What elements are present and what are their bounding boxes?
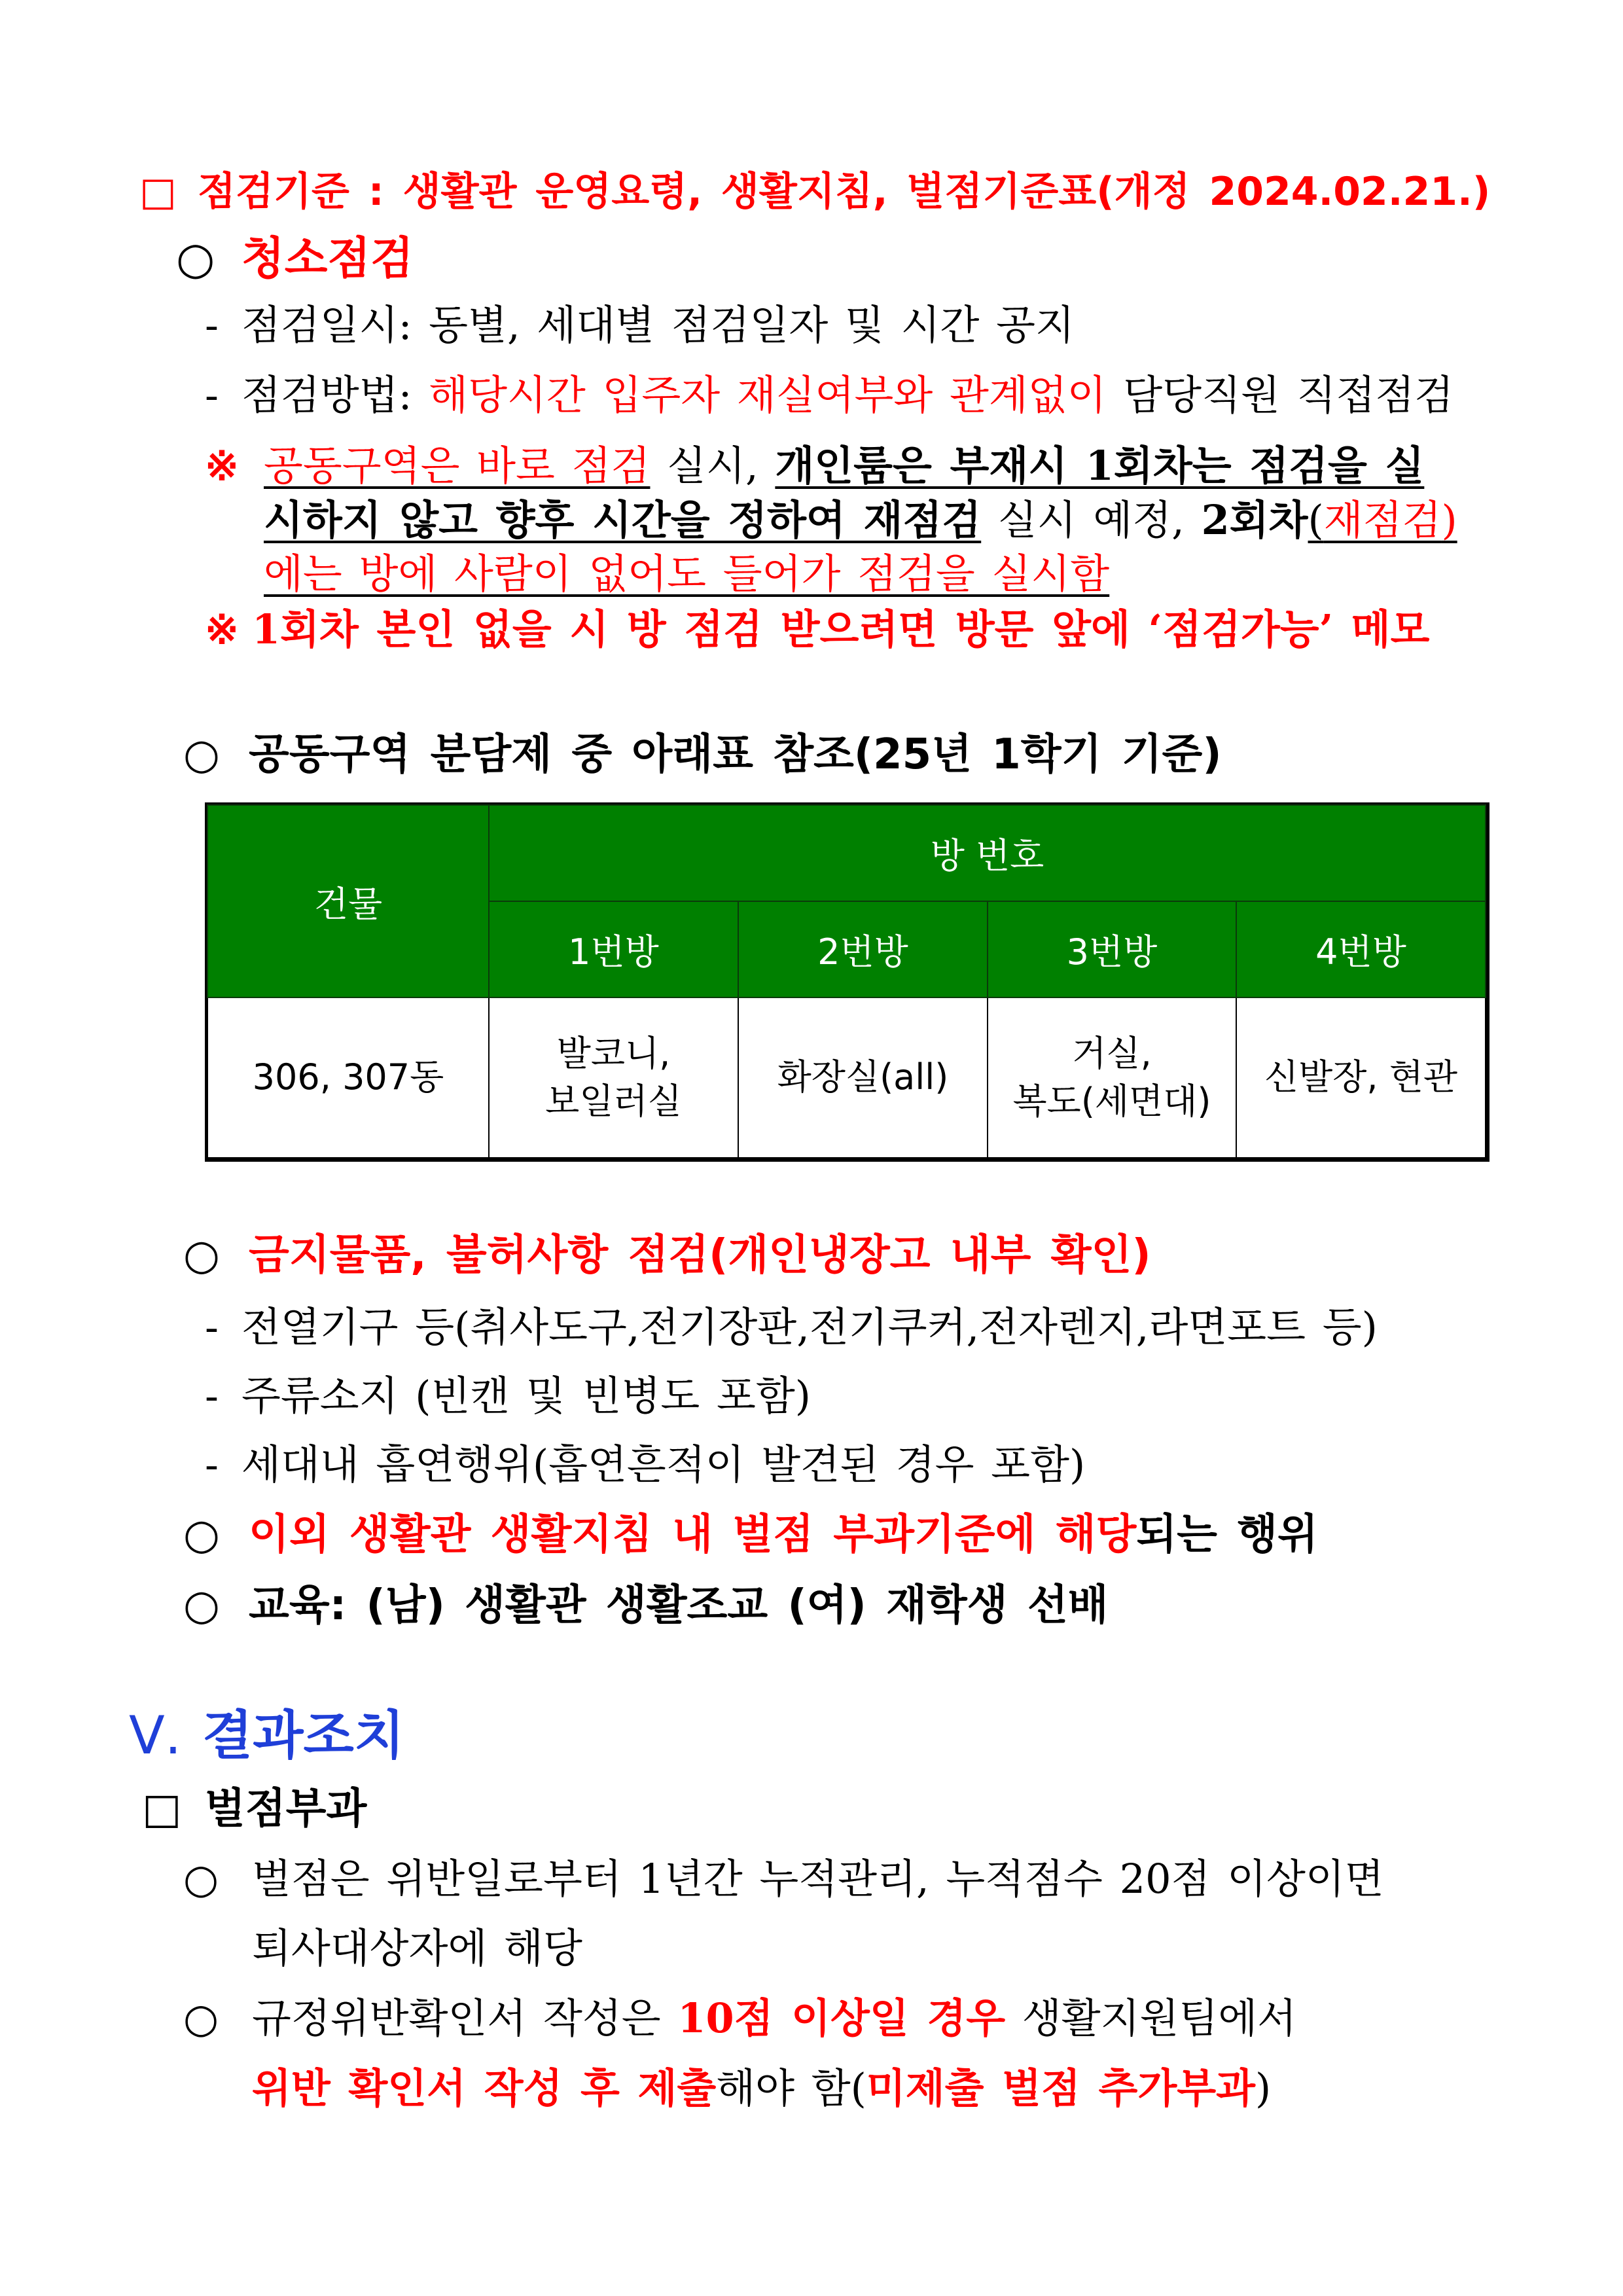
table-header-room-3: 3번방 — [988, 901, 1236, 997]
room-1-area-line-1: 발코니, — [556, 1032, 671, 1074]
table-cell-building — [207, 997, 489, 1158]
common-area-note: 공동구역은 바로 점검 — [264, 442, 651, 490]
table-cell-room-4 — [1236, 997, 1486, 1158]
section-results-heading — [129, 1704, 404, 1767]
note-mid: 실시 예정, — [981, 496, 1202, 544]
checkbox-marker: □ — [139, 169, 177, 215]
section-numeral: Ⅴ. — [129, 1705, 182, 1766]
note-1-line-2 — [264, 495, 1457, 545]
table-row — [207, 997, 1486, 1158]
note-mid: 실시, — [650, 442, 776, 490]
private-room-note-cont: 시하지 않고 향후 시간을 정하여 재점검 — [264, 496, 982, 544]
education — [183, 1581, 1108, 1630]
accumulation-text: 벌점은 위반일로부터 1년간 누적관리, 누적점수 20점 이상이면 — [252, 1855, 1384, 1903]
room-2-area: 화장실(all) — [777, 1056, 949, 1098]
prohibited-title: 금지물품, 불허사항 점검(개인냉장고 내부 확인) — [249, 1231, 1151, 1280]
circle-marker: ○ — [176, 233, 215, 285]
private-room-note: 개인룸은 부재시 1회차는 점검을 실 — [775, 442, 1425, 490]
dash-marker: - — [205, 1303, 219, 1351]
other-violations-rest: 되는 행위 — [1136, 1511, 1318, 1559]
dash-marker: - — [205, 301, 219, 349]
room-4-area: 신발장, 현관 — [1264, 1056, 1458, 1098]
cleaning-title: 청소점검 — [241, 233, 414, 285]
note-2-text: 1회차 본인 없을 시 방 점검 받으려면 방문 앞에 ‘점검가능’ 메모 — [252, 605, 1430, 653]
method-label: 점검방법: — [241, 371, 429, 419]
second-round-label: 2회차 — [1201, 496, 1308, 544]
note-1-line-3 — [264, 549, 1109, 599]
paren-open: ( — [1308, 496, 1324, 544]
circle-marker: ○ — [183, 1581, 220, 1630]
prohibited-item-text: 주류소지 (빈캔 및 빈병도 포함) — [241, 1372, 811, 1420]
table-header-building: 건물 — [207, 805, 489, 997]
dash-marker: - — [205, 1372, 219, 1420]
reference-mark-marker: ※ — [205, 442, 239, 490]
table-header-room-number: 방 번호 — [489, 805, 1486, 901]
note-2 — [205, 605, 1430, 655]
method-rest: 담당직원 직접점검 — [1106, 371, 1454, 419]
circle-marker: ○ — [183, 1511, 220, 1559]
dash-marker: - — [205, 371, 219, 419]
confirmation-mid: 해야 함( — [716, 2064, 866, 2112]
common-area-title: 공동구역 분담제 중 아래표 참조(25년 1학기 기준) — [249, 730, 1222, 779]
building-label: 306, 307동 — [252, 1056, 444, 1098]
table-header-room-1: 1번방 — [489, 901, 738, 997]
education-text: 교육: (남) 생활관 생활조교 (여) 재학생 선배 — [249, 1581, 1109, 1630]
table-header-row — [207, 805, 1486, 901]
confirmation-penalty: 미제출 벌점 추가부과 — [866, 2064, 1256, 2112]
confirmation-lead: 규정위반확인서 작성은 — [252, 1994, 678, 2042]
confirmation-tail: 생활지원팀에서 — [1005, 1994, 1297, 2042]
criteria-text: 점검기준 : 생활관 운영요령, 생활지침, 벌점기준표(개정 2024.02.21.) — [198, 169, 1491, 215]
entry-note: 에는 방에 사람이 없어도 들어가 점검을 실시함 — [264, 550, 1110, 598]
cleaning-heading — [176, 234, 414, 284]
table-cell-room-1 — [489, 997, 738, 1158]
penalty-confirmation-line-2 — [252, 2064, 1271, 2113]
prohibited-item — [205, 1440, 1085, 1490]
other-violations — [183, 1510, 1318, 1560]
table-cell-room-3 — [988, 997, 1236, 1158]
circle-marker: ○ — [183, 730, 220, 779]
room-1-area-line-2: 보일러실 — [545, 1080, 682, 1122]
accumulation-text-cont: 퇴사대상자에 해당 — [252, 1924, 582, 1972]
circle-marker: ○ — [183, 1855, 219, 1903]
room-3-area-line-2: 복도(세면대) — [1012, 1080, 1211, 1122]
circle-marker: ○ — [183, 1231, 220, 1280]
confirmation-action: 위반 확인서 작성 후 제출 — [252, 2064, 717, 2112]
prohibited-item-text: 전열기구 등(취사도구,전기장판,전기쿠커,전자렌지,라면포트 등) — [241, 1303, 1378, 1351]
area-assignment-table — [207, 804, 1486, 1158]
prohibited-item-text: 세대내 흡연행위(흡연흔적이 발견된 경우 포함) — [241, 1441, 1086, 1488]
table-header-room-2: 2번방 — [738, 901, 988, 997]
table-cell-room-2 — [738, 997, 988, 1158]
schedule-text: 점검일시: 동별, 세대별 점검일자 및 시간 공지 — [241, 301, 1075, 349]
paren-close: ) — [1441, 496, 1457, 544]
room-3-area-line-1: 거실, — [1072, 1032, 1152, 1074]
prohibited-item — [205, 1302, 1378, 1352]
circle-marker: ○ — [183, 1994, 219, 2042]
cleaning-method — [205, 370, 1454, 420]
reference-mark-marker: ※ — [205, 605, 239, 653]
prohibited-item — [205, 1371, 811, 1421]
penalty-title: 벌점부과 — [205, 1785, 367, 1833]
checkbox-marker: □ — [142, 1785, 182, 1833]
criteria-heading — [139, 167, 1490, 217]
other-violations-highlight: 이외 생활관 생활지침 내 벌점 부과기준에 해당 — [249, 1511, 1137, 1559]
confirmation-close: ) — [1255, 2064, 1272, 2112]
confirmation-threshold: 10점 이상일 경우 — [677, 1994, 1006, 2042]
common-area-heading — [183, 730, 1222, 780]
recheck-label: 재점검 — [1323, 496, 1442, 544]
table-header-room-4: 4번방 — [1236, 901, 1486, 997]
prohibited-heading — [183, 1230, 1151, 1280]
penalty-confirmation-line-1 — [183, 1994, 1296, 2043]
dash-marker: - — [205, 1441, 219, 1488]
note-1-line-1 — [205, 441, 1424, 491]
method-highlight: 해당시간 입주자 재실여부와 관계없이 — [429, 371, 1107, 419]
penalty-accumulation-line-1 — [183, 1854, 1384, 1904]
penalty-accumulation-line-2 — [252, 1924, 582, 1973]
penalty-heading — [142, 1784, 366, 1834]
cleaning-schedule — [205, 300, 1075, 350]
section-results-title: 결과조치 — [202, 1705, 405, 1766]
area-assignment-table-frame — [205, 802, 1489, 1162]
